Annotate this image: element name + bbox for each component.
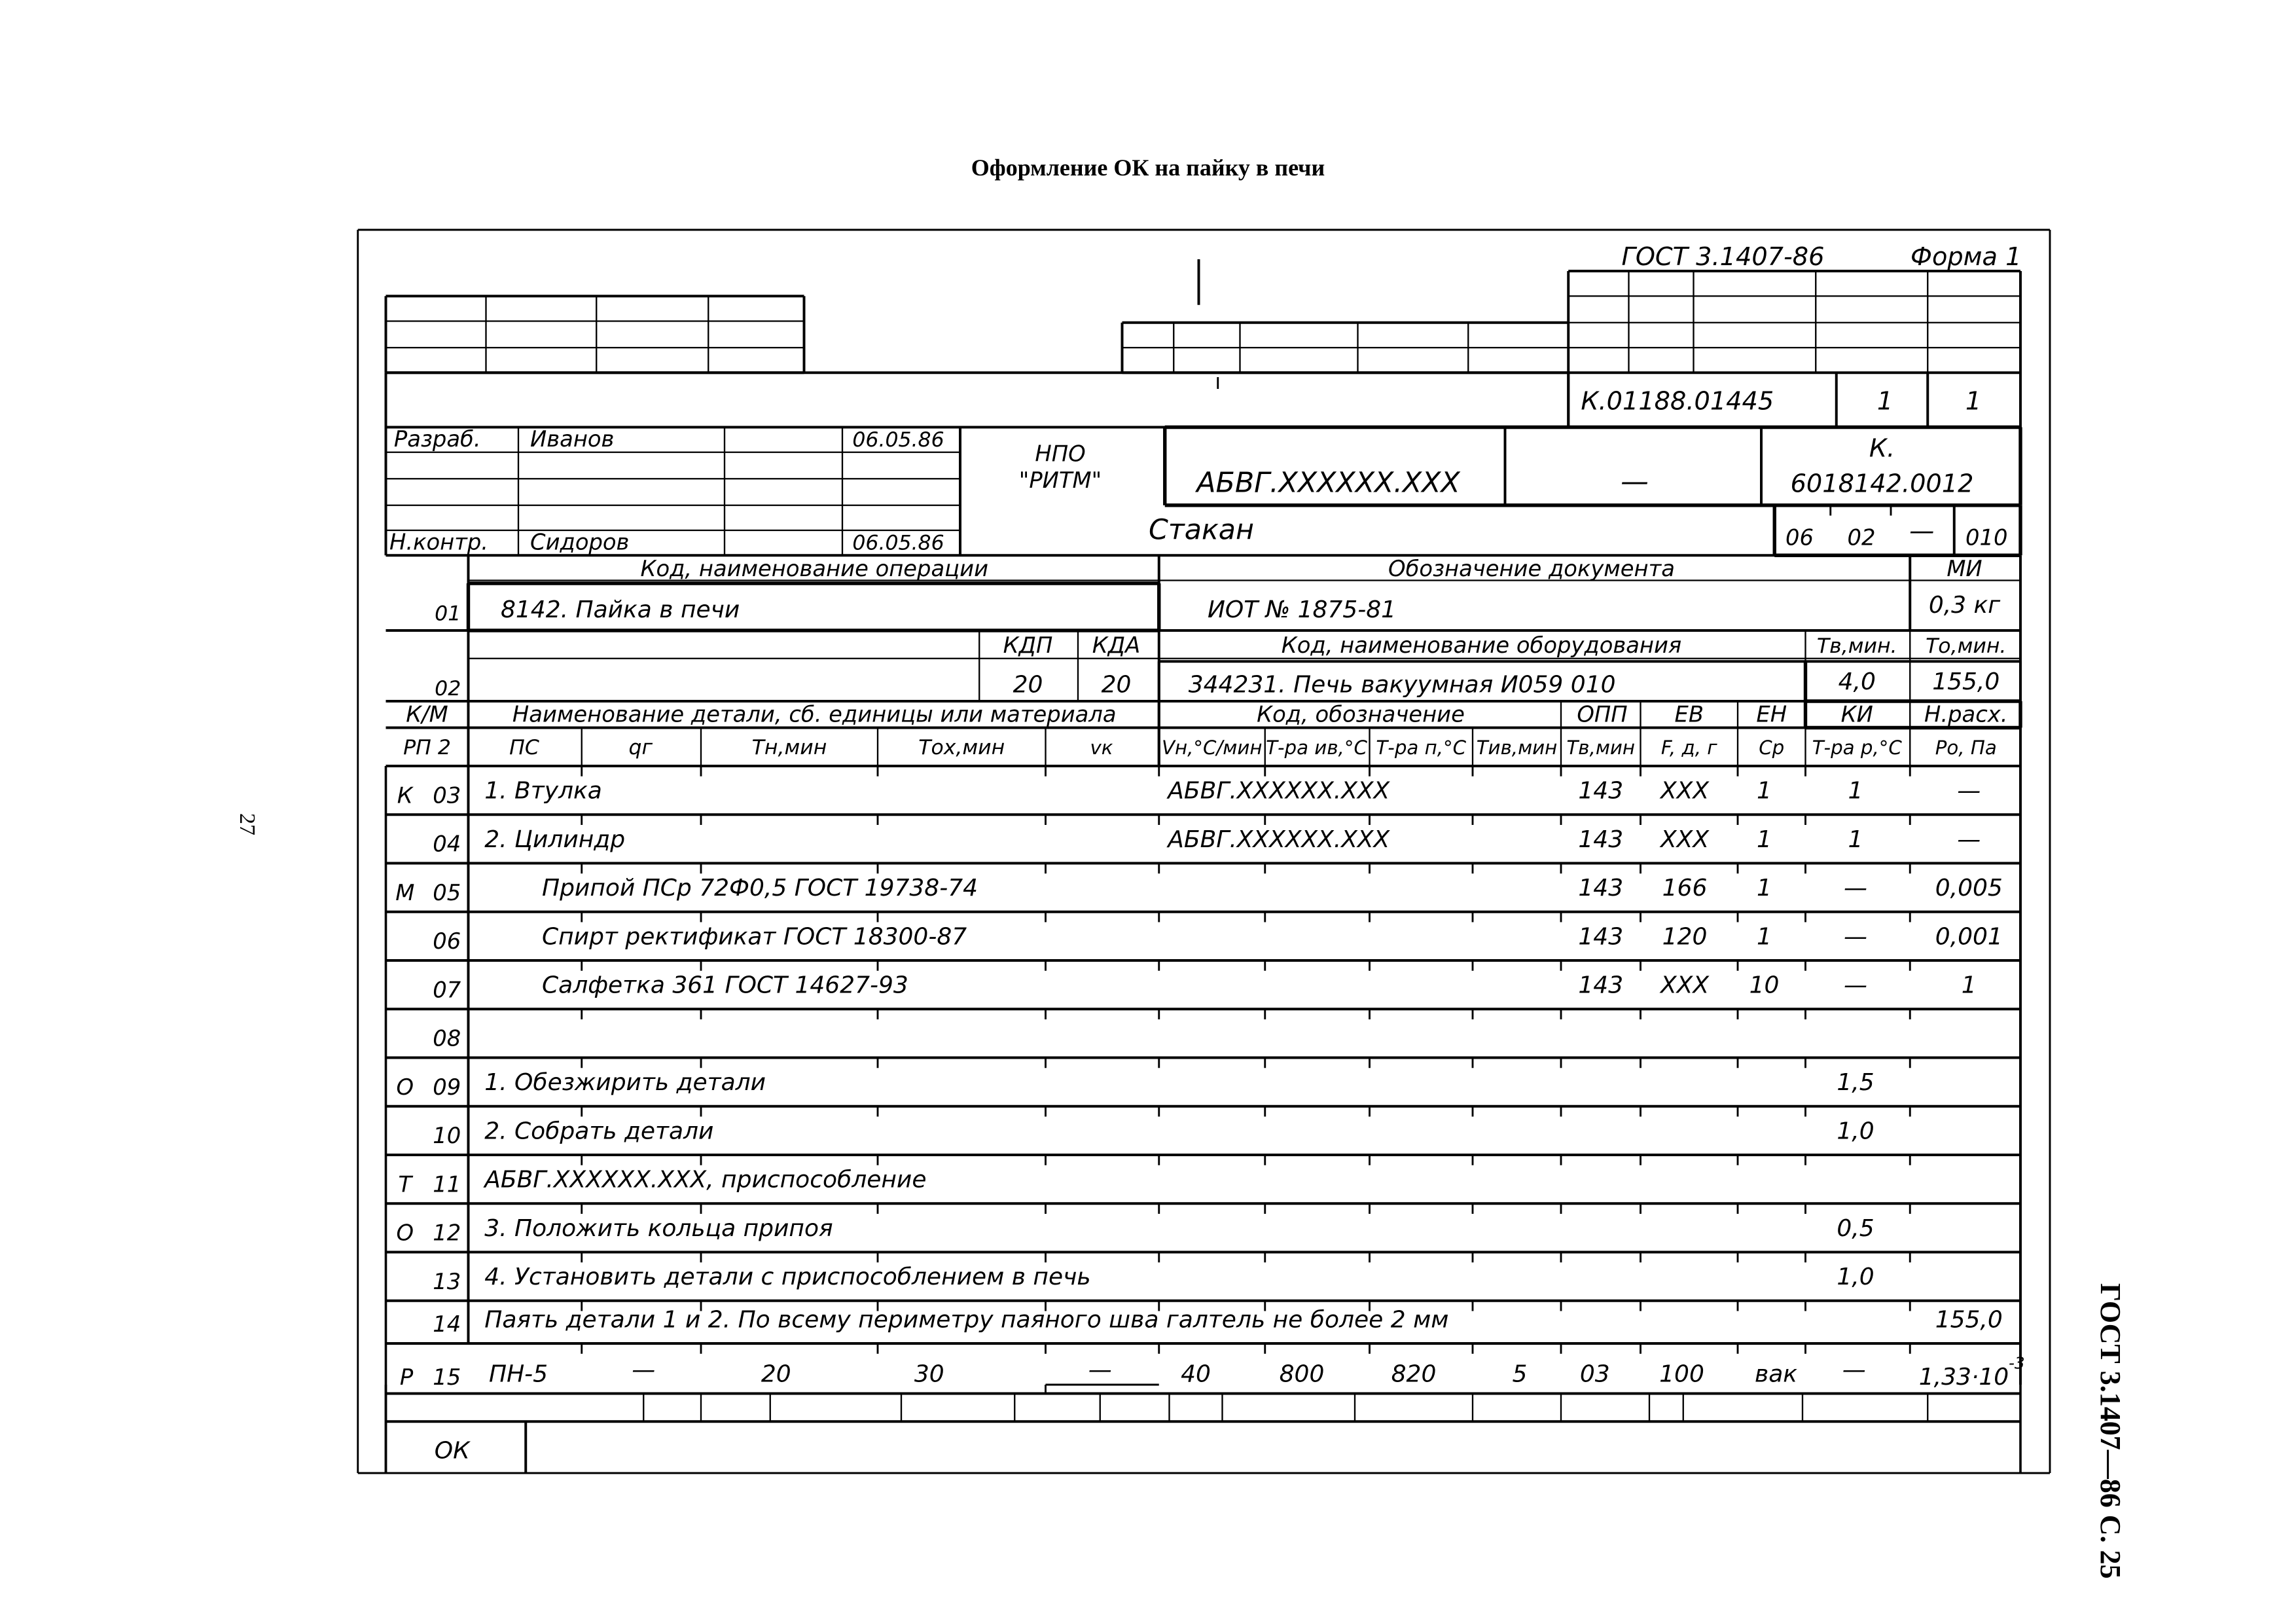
row-ki: 1 bbox=[1848, 777, 1863, 805]
row-number: 13 bbox=[433, 1268, 461, 1294]
kda-header: КДА bbox=[1092, 632, 1141, 658]
operation-header: Код, наименование операции bbox=[640, 555, 989, 581]
row-ki: — bbox=[1844, 875, 1867, 902]
designation-dash: — bbox=[1621, 465, 1649, 498]
vn-header: Vн,°С/мин bbox=[1161, 737, 1263, 759]
control-label: Н.контр. bbox=[389, 529, 489, 555]
page-title: Оформление ОК на пайку в печи bbox=[971, 155, 1325, 181]
kda-value: 20 bbox=[1101, 671, 1132, 699]
km-header: К/М bbox=[406, 701, 448, 727]
vk-header: vк bbox=[1090, 737, 1113, 759]
row-number: 05 bbox=[433, 879, 461, 905]
row-text: 1. Втулка bbox=[484, 777, 602, 805]
row-ev: 166 bbox=[1662, 875, 1708, 902]
mode-po-pa-exponent: -3 bbox=[2009, 1353, 2025, 1373]
to-value: 155,0 bbox=[1932, 668, 2000, 695]
row-en: 1 bbox=[1757, 826, 1772, 853]
row-en: 10 bbox=[1749, 972, 1780, 999]
t-pan-header: Т-ра п,°С bbox=[1376, 737, 1467, 759]
kdp-value: 20 bbox=[1013, 671, 1043, 699]
opp-header: ОПП bbox=[1577, 701, 1628, 727]
mode-t-paiv: 800 bbox=[1279, 1360, 1325, 1388]
row-tag: О bbox=[396, 1220, 414, 1246]
row-ki: 1 bbox=[1848, 826, 1863, 853]
designation-code: АБВГ.XXXXXX.XXX bbox=[1196, 466, 1460, 500]
mode-tiv: 5 bbox=[1512, 1360, 1528, 1388]
row-number: 08 bbox=[433, 1025, 461, 1051]
code-c3: — bbox=[1909, 516, 1935, 546]
row-en: 1 bbox=[1757, 923, 1772, 951]
cp-header: Ср bbox=[1759, 737, 1785, 759]
t-par-header: Т-ра р,°С bbox=[1812, 737, 1902, 759]
row-ki: 1,0 bbox=[1837, 1264, 1874, 1290]
row-opp: 143 bbox=[1578, 875, 1624, 902]
row-en: 1 bbox=[1757, 777, 1772, 805]
row-n: — bbox=[1957, 826, 1981, 853]
control-date: 06.05.86 bbox=[852, 531, 944, 555]
mode-fdg: 100 bbox=[1659, 1360, 1704, 1388]
mode-qg: — bbox=[632, 1356, 656, 1383]
row-tag: Т bbox=[398, 1171, 412, 1197]
tn-header: Тн,мин bbox=[751, 736, 827, 759]
tiv-header: Тив,мин bbox=[1476, 737, 1558, 759]
mode-vk: — bbox=[1088, 1356, 1112, 1383]
row-number: 01 bbox=[435, 602, 461, 626]
row-opp: 143 bbox=[1578, 923, 1624, 951]
row-text: Припой ПСр 72Ф0,5 ГОСТ 19738-74 bbox=[542, 875, 978, 902]
code-c4: 010 bbox=[1965, 524, 2008, 551]
page-number: 27 bbox=[235, 813, 259, 835]
document-code: К.01188.01445 bbox=[1581, 386, 1774, 416]
org-name-line1: НПО bbox=[1035, 441, 1086, 467]
code-c2: 02 bbox=[1847, 524, 1876, 551]
mode-tox: 30 bbox=[914, 1360, 944, 1388]
mi-header: МИ bbox=[1946, 555, 1982, 581]
row-number: 07 bbox=[433, 977, 461, 1003]
to-header: То,мин. bbox=[1926, 634, 2007, 658]
row-text: Спирт ректификат ГОСТ 18300-87 bbox=[542, 923, 967, 951]
row-en: 1 bbox=[1757, 875, 1772, 902]
row-text: 2. Цилиндр bbox=[484, 826, 626, 853]
row-ki: 1,5 bbox=[1837, 1069, 1874, 1096]
row-ki: 1,0 bbox=[1837, 1118, 1874, 1145]
sheet-number: 1 bbox=[1965, 386, 1982, 416]
row-number: 14 bbox=[433, 1311, 461, 1337]
standard-side-label: ГОСТ 3.1407—86 С. 25 bbox=[2094, 1283, 2126, 1579]
row-tag: О bbox=[396, 1074, 414, 1100]
row-n: 0,001 bbox=[1935, 923, 2003, 951]
k-code-line2: 6018142.0012 bbox=[1790, 469, 1974, 499]
row-text: 1. Обезжирить детали bbox=[484, 1069, 766, 1096]
nrash-header: Н.расх. bbox=[1924, 701, 2008, 727]
document-name: ИОТ № 1875-81 bbox=[1208, 596, 1396, 623]
item-name: Стакан bbox=[1149, 513, 1254, 547]
sheets-total: 1 bbox=[1876, 386, 1893, 416]
row-text: Паять детали 1 и 2. По всему периметру паяного шва галтель не более 2 мм bbox=[484, 1306, 1449, 1334]
developer-date: 06.05.86 bbox=[852, 428, 944, 452]
form-label: Форма 1 bbox=[1910, 242, 2022, 272]
ps-header: ПС bbox=[509, 736, 539, 759]
equipment-header: Код, наименование оборудования bbox=[1281, 632, 1682, 658]
row-n: 0,005 bbox=[1935, 875, 2003, 902]
mode-tv: 03 bbox=[1579, 1360, 1610, 1388]
row-ki: — bbox=[1844, 972, 1867, 999]
mode-po-pa: 1,33·10 bbox=[1918, 1364, 2009, 1391]
row-ev: 120 bbox=[1662, 923, 1708, 951]
equipment-name: 344231. Печь вакуумная И059 010 bbox=[1188, 671, 1616, 699]
row-n: 1 bbox=[1961, 972, 1977, 999]
row-tag: М bbox=[395, 879, 415, 905]
control-name: Сидоров bbox=[530, 529, 630, 555]
row-ki: 0,5 bbox=[1837, 1214, 1874, 1242]
row-opp: 143 bbox=[1578, 972, 1624, 999]
tv-mode-header: Тв,мин bbox=[1566, 737, 1636, 759]
k-code-line1: К. bbox=[1869, 433, 1895, 464]
row-number: 15 bbox=[433, 1364, 461, 1390]
ok-label: ОК bbox=[434, 1437, 470, 1465]
mode-vn: 40 bbox=[1181, 1360, 1211, 1388]
row-n: — bbox=[1957, 777, 1981, 805]
row-ev: XXX bbox=[1660, 826, 1709, 853]
material-name-header: Наименование детали, сб. единицы или материала bbox=[512, 701, 1117, 727]
code-header: Код, обозначение bbox=[1257, 701, 1465, 727]
row-number: 04 bbox=[433, 831, 461, 857]
row-number: 10 bbox=[433, 1123, 461, 1148]
qg-header: qг bbox=[628, 736, 653, 759]
developer-label: Разраб. bbox=[393, 426, 481, 452]
row-text: 4. Установить детали с приспособлением в печь bbox=[484, 1264, 1091, 1290]
en-header: ЕН bbox=[1756, 701, 1787, 727]
rp-header: РП 2 bbox=[403, 736, 451, 759]
row-text: 3. Положить кольца припоя bbox=[484, 1214, 833, 1242]
row-code: АБВГ.XXXXXX.XXX bbox=[1168, 826, 1390, 853]
ki-header: КИ bbox=[1840, 701, 1873, 727]
row-ev: XXX bbox=[1660, 777, 1709, 805]
standard-label: ГОСТ 3.1407-86 bbox=[1621, 242, 1825, 272]
row-text: Салфетка 361 ГОСТ 14627-93 bbox=[542, 972, 908, 999]
developer-name: Иванов bbox=[530, 426, 615, 452]
tv-value: 4,0 bbox=[1838, 668, 1876, 695]
tox-header: Тох,мин bbox=[918, 736, 1005, 759]
t-paiv-header: Т-ра ив,°С bbox=[1266, 737, 1367, 759]
row-opp: 143 bbox=[1578, 777, 1624, 805]
row-tag: К bbox=[397, 782, 413, 809]
po-pa-header: Ро, Па bbox=[1935, 737, 1997, 759]
row-tag: Р bbox=[399, 1364, 414, 1390]
mode-t-par: — bbox=[1842, 1356, 1866, 1383]
fdg-header: F, д, г bbox=[1660, 737, 1717, 759]
row-number: 12 bbox=[433, 1220, 461, 1246]
code-c1: 06 bbox=[1785, 524, 1814, 551]
row-code: АБВГ.XXXXXX.XXX bbox=[1168, 777, 1390, 805]
mi-value: 0,3 кг bbox=[1928, 592, 2001, 619]
operation-name: 8142. Пайка в печи bbox=[501, 596, 740, 623]
document-header: Обозначение документа bbox=[1388, 555, 1675, 581]
row-text: АБВГ.XXXXXX.XXX, приспособление bbox=[484, 1166, 927, 1194]
row-number: 09 bbox=[433, 1074, 461, 1100]
mode-tn: 20 bbox=[761, 1360, 791, 1388]
row-number: 02 bbox=[435, 677, 461, 701]
mode-cp: вак bbox=[1754, 1360, 1798, 1388]
row-text: 2. Собрать детали bbox=[484, 1118, 714, 1145]
row-number: 03 bbox=[433, 782, 461, 809]
kdp-header: КДП bbox=[1003, 632, 1053, 658]
mode-ps: ПН-5 bbox=[489, 1360, 548, 1388]
row-ev: XXX bbox=[1660, 972, 1709, 999]
row-n: 155,0 bbox=[1935, 1306, 2003, 1334]
row-ki: — bbox=[1844, 923, 1867, 951]
tv-header: Тв,мин. bbox=[1816, 634, 1897, 658]
row-number: 06 bbox=[433, 928, 461, 954]
row-number: 11 bbox=[433, 1171, 461, 1197]
ev-header: ЕВ bbox=[1674, 701, 1704, 727]
org-name-line2: "РИТМ" bbox=[1018, 467, 1102, 493]
mode-t-pan: 820 bbox=[1391, 1360, 1437, 1388]
row-opp: 143 bbox=[1578, 826, 1624, 853]
